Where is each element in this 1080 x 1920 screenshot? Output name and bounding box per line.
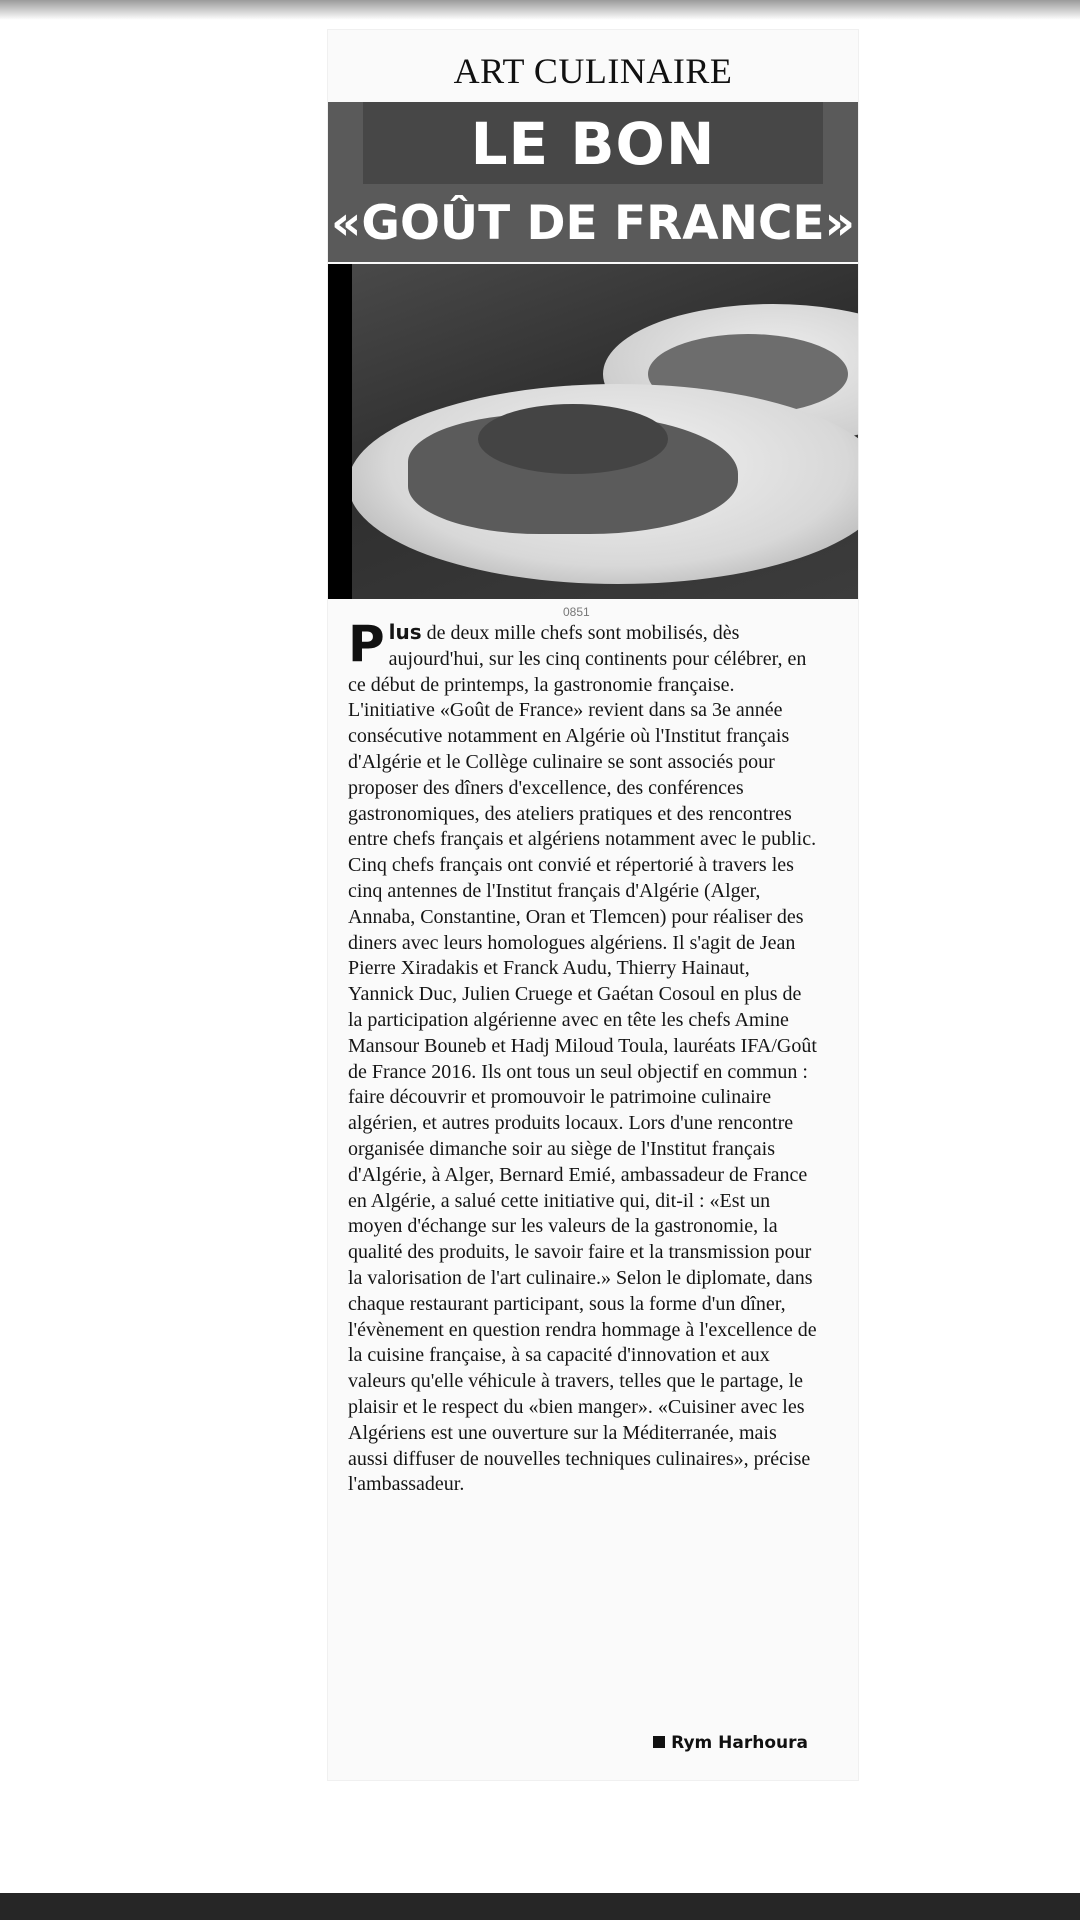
article-body	[348, 615, 818, 1498]
section-label: ART CULINAIRE	[453, 51, 733, 91]
food-plate-photo	[328, 264, 858, 599]
photo-left-edge	[328, 264, 352, 599]
photo-caption-mark: 0851	[563, 605, 590, 619]
byline	[653, 1733, 808, 1753]
main-plate-garnish	[478, 404, 668, 474]
byline-square-icon	[653, 1736, 665, 1748]
headline-box	[328, 102, 858, 262]
newspaper-clipping	[328, 30, 858, 1780]
headline-line-1: LE BON	[470, 110, 716, 178]
byline-author: Rym Harhoura	[671, 1733, 808, 1753]
article-text: de deux mille chefs sont mobilisés, dès aujourd'hui, sur les cinq continents pour célébrer, en ce début de printemps, la gastronomie française. L'initiative «Goût de France» revient dans sa 3e année consécutive notamment en Algérie où l'Institut français d'Algérie et le Collège culinaire se sont associés pour proposer des dîners d'excellence, des conférences gastronomiques, des ateliers pratiques et des rencontres entre chefs français et algériens notamment avec le public. Cinq chefs français ont convié et répertorié à travers les cinq antennes de l'Institut français d'Algérie (Alger, Annaba, Constantine, Oran et Tlemcen) pour réaliser des diners avec leurs homologues algériens. Il s'agit de Jean Pierre Xiradakis et Franck Audu, Thierry Hainaut, Yannick Duc, Julien Cruege et Gaétan Cosoul en plus de la participation algérienne avec en tête les chefs Amine Mansour Bouneb et Hadj Miloud Toula, lauréats IFA/Goût de France 2016. Ils ont tous un seul objectif en commun : faire découvrir et promouvoir le patrimoine culinaire algérien, et autres produits locaux. Lors d'une rencontre organisée dimanche soir au siège de l'Institut français d'Algérie, à Alger, Bernard Emié, ambassadeur de France en Algérie, a salué cette initiative qui, dit-il : «Est un moyen d'échange sur les valeurs de la gastronomie, la qualité des produits, le savoir faire et la transmission pour la valorisation de l'art culinaire.» Selon le diplomate, dans chaque restaurant participant, sous la forme d'un dîner, l'évènement en question rendra hommage à l'excellence de la cuisine française, à sa capacité d'innovation et aux valeurs qu'elle véhicule à travers, telles que le partage, le plaisir et le respect du «bien manger». «Cuisiner avec les Algériens est une ouverture sur la Méditerranée, mais aussi diffuser de nouvelles techniques culinaires», précise l'ambassadeur.	[348, 622, 817, 1496]
headline-line-2: «GOÛT DE FRANCE»	[331, 196, 855, 251]
bottom-navigation-bar	[0, 1893, 1080, 1920]
top-edge	[0, 0, 1080, 20]
dropcap-rest: lus	[388, 620, 422, 644]
dropcap: P	[348, 615, 385, 673]
